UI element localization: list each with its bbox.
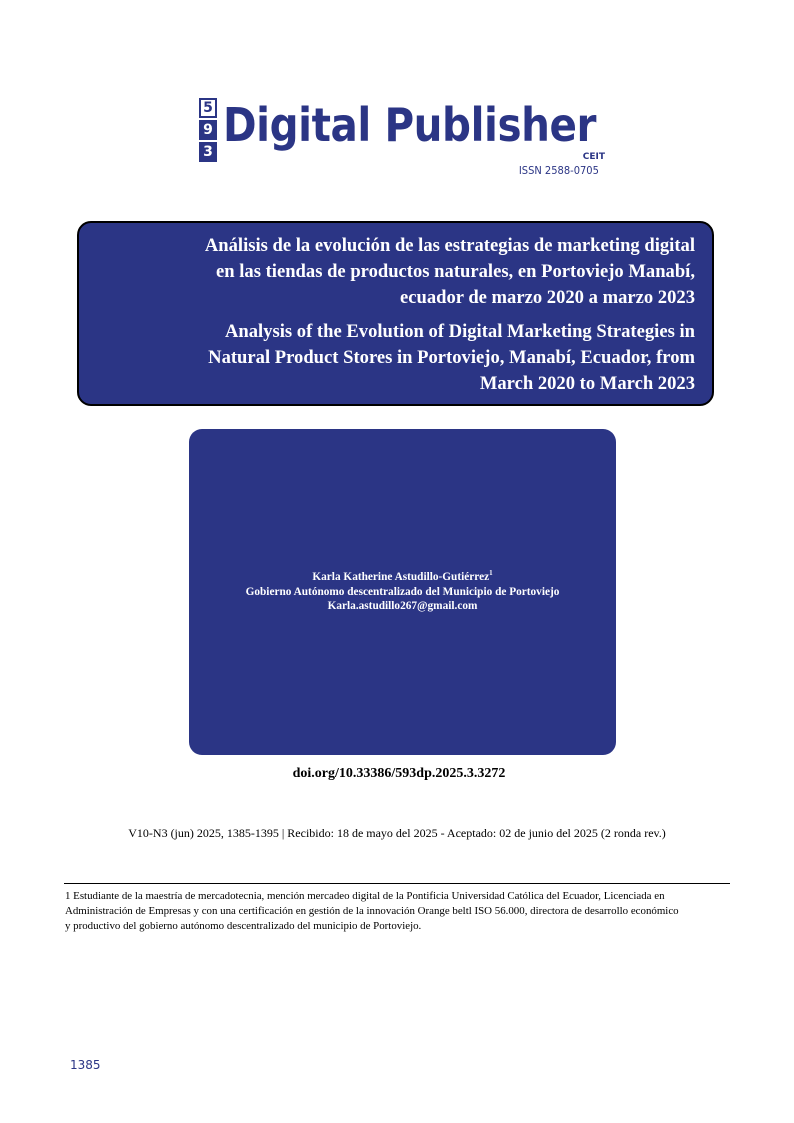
issn-label: ISSN 2588-0705 — [518, 164, 599, 177]
title-es-line: Análisis de la evolución de las estrategias de marketing digital — [204, 235, 695, 256]
footnote — [65, 889, 731, 934]
author-footnote-mark: 1 — [489, 569, 493, 578]
received-dates: V10-N3 (jun) 2025, 1385-1395 | Recibido: 18 de mayo del 2025 - Aceptado: 02 de junio del 2025 (2 ronda rev.) — [128, 826, 666, 840]
footnote-line: Administración de Empresas y con una certificación en gestión de la innovación Orange beltl ISO 56.000, directora de desarrollo económico — [65, 905, 679, 917]
title-en-line: Natural Product Stores in Portoviejo, Manabí, Ecuador, from — [208, 347, 695, 368]
title-es-line: ecuador de marzo 2020 a marzo 2023 — [399, 287, 695, 308]
title-en-line: March 2020 to March 2023 — [479, 373, 695, 394]
author-box — [189, 429, 616, 755]
logo-ceit: CEIT — [582, 152, 605, 162]
author-name: Karla Katherine Astudillo-Gutiérrez — [312, 571, 490, 584]
footnote-divider — [64, 883, 730, 884]
title-english — [99, 319, 695, 397]
doi-link[interactable]: doi.org/10.33386/593dp.2025.3.3272 — [292, 766, 506, 781]
footnote-line: y productivo del gobierno autónomo descentralizado del municipio de Portoviejo. — [65, 920, 422, 932]
logo-number-stack — [199, 98, 218, 164]
author-name-line — [312, 570, 492, 585]
author-email[interactable]: Karla.astudillo267@gmail.com — [327, 600, 478, 613]
logo-number-5: 5 — [199, 98, 217, 118]
footnote-line: 1 Estudiante de la maestría de mercadotecnia, mención mercadeo digital de la Pontificia Universidad Católica del Ecuador, Licenciada en — [65, 890, 665, 902]
title-spanish — [99, 233, 695, 311]
journal-logo — [199, 98, 619, 180]
title-es-line: en las tiendas de productos naturales, en Portoviejo Manabí, — [216, 261, 695, 282]
author-affiliation: Gobierno Autónomo descentralizado del Municipio de Portoviejo — [245, 585, 560, 598]
title-en-line: Analysis of the Evolution of Digital Marketing Strategies in — [224, 321, 695, 342]
logo-number-9: 9 — [199, 120, 217, 140]
logo-title: Digital Publisher — [223, 98, 597, 152]
title-box — [77, 221, 714, 406]
page-number: 1385 — [70, 1058, 101, 1072]
logo-number-3: 3 — [199, 142, 217, 162]
